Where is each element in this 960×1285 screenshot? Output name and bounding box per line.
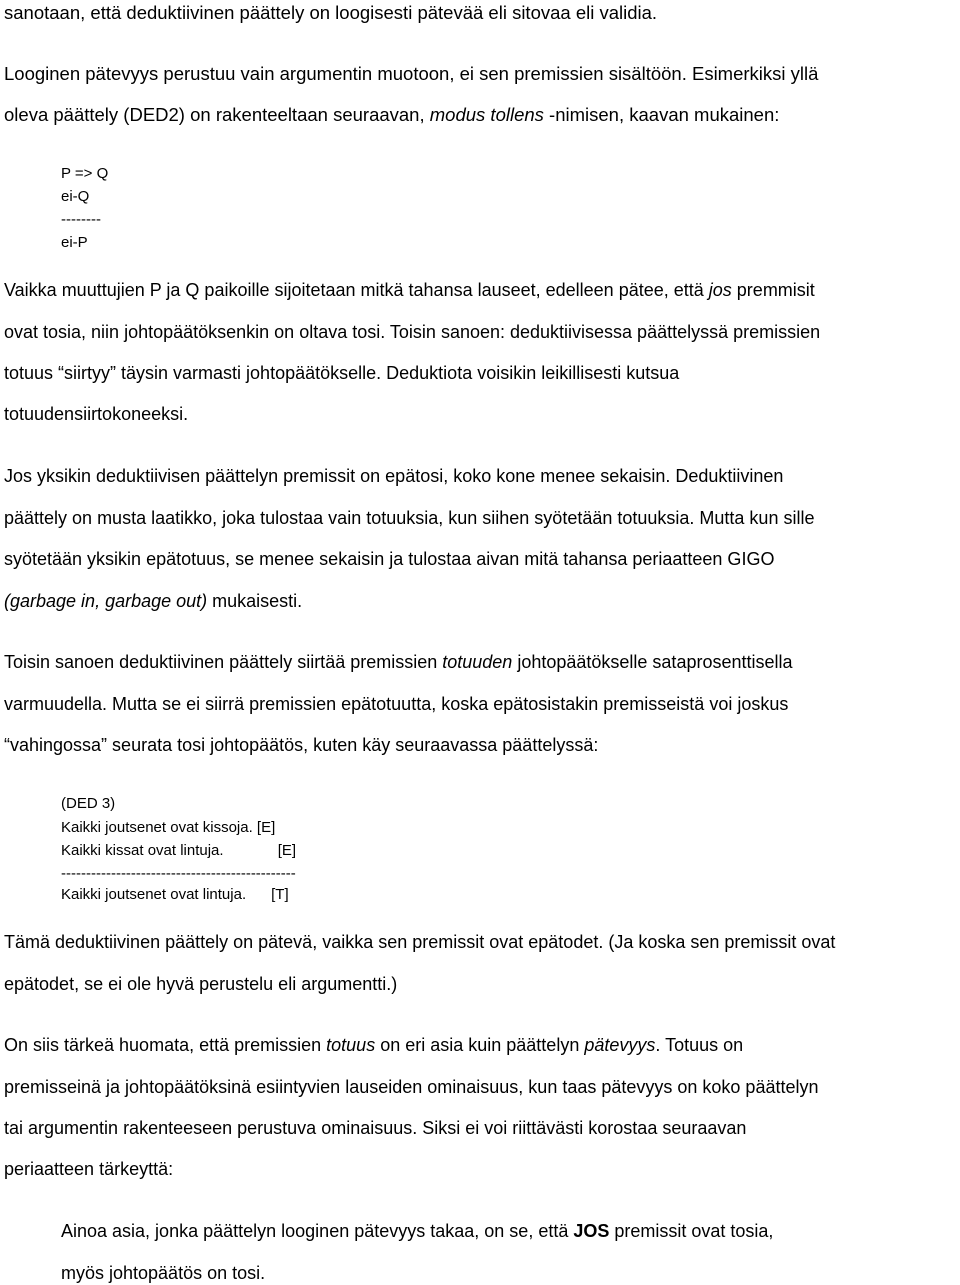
deduction-line: Kaikki joutsenet ovat kissoja. [E] [61, 819, 276, 836]
text-line: premisseinä ja johtopäätöksinä esiintyvien lauseiden ominaisuus, kun taas pätevyys on koko päättelyn [4, 1077, 819, 1097]
formula-line: P => Q [61, 165, 109, 182]
text-line: periaatteen tärkeyttä: [4, 1159, 174, 1179]
deduction-line: Kaikki kissat ovat lintuja. [E] [61, 842, 297, 859]
text-line: totuudensiirtokoneeksi. [4, 404, 189, 424]
text-line: epätodet, se ei ole hyvä perustelu eli argumentti.) [4, 974, 398, 994]
text-line: Ainoa asia, jonka päättelyn looginen pätevyys takaa, on se, että JOS premissit ovat tosia, [61, 1221, 774, 1241]
formula-line: -------- [61, 211, 101, 228]
text-line: sanotaan, että deduktiivinen päättely on loogisesti pätevää eli sitovaa eli validia. [4, 2, 658, 23]
deduction-line: Kaikki joutsenet ovat lintuja. [T] [61, 886, 289, 903]
text-line: tai argumentin rakenteeseen perustuva ominaisuus. Siksi ei voi riittävästi korostaa seuraavan [4, 1118, 747, 1138]
text-line: Vaikka muuttujien P ja Q paikoille sijoitetaan mitkä tahansa lauseet, edelleen pätee, että jos premmisit [4, 280, 815, 300]
text-line: Jos yksikin deduktiivisen päättelyn premissit on epätosi, koko kone menee sekaisin. Deduktiivinen [4, 466, 784, 486]
text-line: (garbage in, garbage out) mukaisesti. [4, 591, 303, 611]
formula-line: ei-P [61, 234, 88, 251]
text-line: On siis tärkeä huomata, että premissien totuus on eri asia kuin päättelyn pätevyys. Totuus on [4, 1035, 744, 1055]
text-line: ovat tosia, niin johtopäätöksenkin on oltava tosi. Toisin sanoen: deduktiivisessa päättelyssä premissien [4, 322, 821, 342]
formula-line: ei-Q [61, 188, 90, 205]
text-line: totuus “siirtyy” täysin varmasti johtopäätökselle. Deduktiota voisikin leikillisesti kutsua [4, 363, 680, 383]
text-line: Looginen pätevyys perustuu vain argumentin muotoon, ei sen premissien sisältöön. Esimerkiksi yllä [4, 63, 819, 84]
text-line: oleva päättely (DED2) on rakenteeltaan seuraavan, modus tollens -nimisen, kaavan mukainen: [4, 104, 780, 125]
deduction-line: (DED 3) [61, 795, 116, 812]
text-line: myös johtopäätös on tosi. [61, 1263, 266, 1283]
deduction-line: ----------------------------------------------- [61, 865, 296, 882]
text-line: syötetään yksikin epätotuus, se menee sekaisin ja tulostaa aivan mitä tahansa periaatteen GIGO [4, 549, 775, 569]
text-line: Toisin sanoen deduktiivinen päättely siirtää premissien totuuden johtopäätökselle sataprosenttisella [4, 652, 793, 672]
text-line: varmuudella. Mutta se ei siirrä premissien epätotuutta, koska epätosistakin premisseistä voi joskus [4, 694, 789, 714]
text-line: päättely on musta laatikko, joka tulostaa vain totuuksia, kun siihen syötetään totuuksia. Mutta kun sille [4, 508, 815, 528]
text-line: Tämä deduktiivinen päättely on pätevä, vaikka sen premissit ovat epätodet. (Ja koska sen premissit ovat [4, 932, 836, 952]
text-line: “vahingossa” seurata tosi johtopäätös, kuten käy seuraavassa päättelyssä: [4, 735, 599, 755]
